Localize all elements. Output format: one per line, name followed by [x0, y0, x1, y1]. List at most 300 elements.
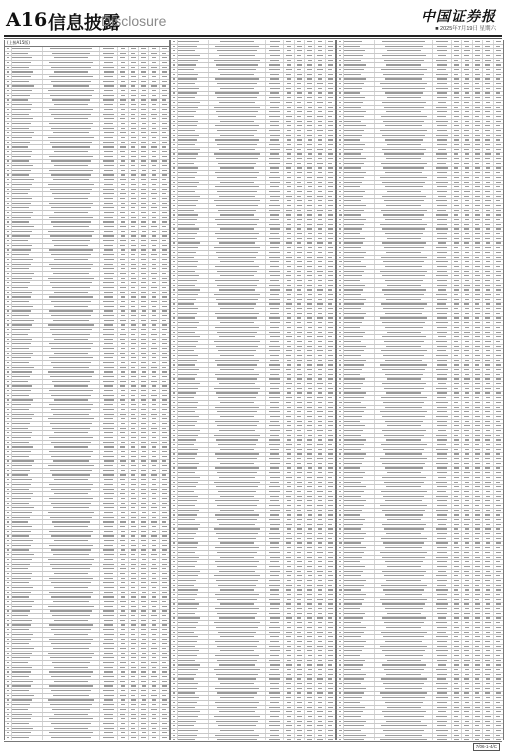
- table-cell: [178, 560, 209, 564]
- table-cell: [160, 188, 169, 192]
- table-cell: [473, 392, 483, 396]
- table-cell: [139, 417, 149, 421]
- table-cell: [171, 204, 178, 208]
- table-cell: [494, 537, 503, 541]
- table-cell: [337, 115, 344, 119]
- table-cell: [452, 232, 462, 236]
- table-cell: [12, 188, 43, 192]
- table-cell: [171, 96, 178, 100]
- table-cell: [209, 382, 266, 386]
- table-cell: [12, 277, 43, 281]
- table-cell: [462, 509, 472, 513]
- table-cell: [129, 244, 139, 248]
- table-cell: [118, 717, 128, 721]
- table-cell: [160, 591, 169, 595]
- table-cell: [178, 373, 209, 377]
- table-cell: [326, 78, 335, 82]
- table-cell: [160, 253, 169, 257]
- table-cell: [209, 724, 266, 728]
- table-cell: [375, 68, 433, 72]
- table-cell: [452, 607, 462, 611]
- table-cell: [178, 288, 209, 292]
- table-cell: [5, 628, 12, 632]
- table-cell: [284, 40, 294, 44]
- table-cell: [375, 504, 433, 508]
- table-cell: [315, 528, 325, 532]
- table-cell: [295, 556, 305, 560]
- table-cell: [149, 713, 159, 717]
- table-cell: [100, 211, 118, 215]
- table-cell: [326, 242, 335, 246]
- table-cell: [433, 438, 451, 442]
- table-cell: [473, 317, 483, 321]
- table-cell: [375, 228, 433, 232]
- table-cell: [43, 385, 100, 389]
- table-cell: [452, 354, 462, 358]
- table-cell: [452, 157, 462, 161]
- table-cell: [178, 199, 209, 203]
- table-cell: [494, 148, 503, 152]
- table-cell: [433, 312, 451, 316]
- table-cell: [452, 303, 462, 307]
- table-cell: [100, 520, 118, 524]
- table-cell: [433, 45, 451, 49]
- table-cell: [160, 685, 169, 689]
- table-cell: [433, 542, 451, 546]
- table-cell: [5, 464, 12, 468]
- table-cell: [284, 401, 294, 405]
- table-cell: [473, 326, 483, 330]
- table-cell: [337, 481, 344, 485]
- table-cell: [209, 148, 266, 152]
- table-cell: [12, 56, 43, 60]
- table-cell: [483, 270, 493, 274]
- table-cell: [171, 199, 178, 203]
- table-cell: [483, 148, 493, 152]
- table-cell: [178, 668, 209, 672]
- table-cell: [100, 136, 118, 140]
- table-cell: [337, 68, 344, 72]
- table-cell: [483, 40, 493, 44]
- table-cell: [118, 366, 128, 370]
- table-cell: [305, 237, 315, 241]
- table-cell: [483, 354, 493, 358]
- table-cell: [129, 633, 139, 637]
- table-cell: [326, 199, 335, 203]
- table-cell: [452, 92, 462, 96]
- table-cell: [433, 106, 451, 110]
- table-cell: [12, 628, 43, 632]
- table-cell: [129, 136, 139, 140]
- table-cell: [326, 68, 335, 72]
- table-cell: [375, 181, 433, 185]
- table-cell: [266, 232, 284, 236]
- table-cell: [160, 370, 169, 374]
- table-cell: [160, 642, 169, 646]
- table-cell: [315, 720, 325, 724]
- table-cell: [43, 94, 100, 98]
- table-cell: [305, 607, 315, 611]
- table-cell: [5, 328, 12, 332]
- table-cell: [100, 324, 118, 328]
- table-cell: [284, 298, 294, 302]
- table-cell: [473, 528, 483, 532]
- table-cell: [209, 181, 266, 185]
- table-cell: [473, 199, 483, 203]
- table-cell: [337, 415, 344, 419]
- table-cell: [139, 47, 149, 51]
- table-cell: [337, 228, 344, 232]
- table-cell: [284, 312, 294, 316]
- table-cell: [100, 563, 118, 567]
- table-cell: [43, 595, 100, 599]
- table-cell: [473, 274, 483, 278]
- table-cell: [12, 295, 43, 299]
- table-cell: [433, 54, 451, 58]
- table-cell: [494, 406, 503, 410]
- table-cell: [344, 237, 375, 241]
- table-cell: [337, 471, 344, 475]
- table-cell: [305, 326, 315, 330]
- table-cell: [100, 506, 118, 510]
- table-cell: [452, 476, 462, 480]
- table-cell: [344, 106, 375, 110]
- table-cell: [209, 185, 266, 189]
- table-cell: [149, 300, 159, 304]
- table-cell: [433, 251, 451, 255]
- table-cell: [284, 462, 294, 466]
- table-cell: [305, 663, 315, 667]
- table-cell: [433, 256, 451, 260]
- table-cell: [12, 174, 43, 178]
- table-cell: [12, 694, 43, 698]
- table-cell: [483, 420, 493, 424]
- table-cell: [344, 495, 375, 499]
- table-cell: [129, 94, 139, 98]
- table-cell: [160, 722, 169, 726]
- table-cell: [139, 685, 149, 689]
- table-cell: [473, 354, 483, 358]
- table-cell: [149, 694, 159, 698]
- table-cell: [473, 87, 483, 91]
- table-cell: [462, 574, 472, 578]
- table-cell: [315, 499, 325, 503]
- table-cell: [160, 689, 169, 693]
- table-cell: [494, 354, 503, 358]
- table-cell: [337, 232, 344, 236]
- table-cell: [344, 457, 375, 461]
- table-cell: [178, 706, 209, 710]
- table-cell: [315, 396, 325, 400]
- table-cell: [337, 340, 344, 344]
- table-cell: [284, 171, 294, 175]
- table-cell: [452, 209, 462, 213]
- table-cell: [209, 298, 266, 302]
- table-cell: [5, 525, 12, 529]
- table-cell: [178, 551, 209, 555]
- table-cell: [266, 129, 284, 133]
- table-cell: [118, 131, 128, 135]
- table-cell: [100, 699, 118, 703]
- table-cell: [305, 78, 315, 82]
- table-cell: [139, 577, 149, 581]
- table-cell: [12, 417, 43, 421]
- table-cell: [149, 169, 159, 173]
- table-cell: [100, 591, 118, 595]
- table-cell: [326, 645, 335, 649]
- table-cell: [160, 131, 169, 135]
- table-cell: [178, 317, 209, 321]
- table-cell: [375, 401, 433, 405]
- table-cell: [5, 52, 12, 56]
- table-cell: [375, 546, 433, 550]
- table-cell: [5, 113, 12, 117]
- table-cell: [12, 600, 43, 604]
- table-cell: [295, 720, 305, 724]
- table-cell: [149, 85, 159, 89]
- table-cell: [326, 621, 335, 625]
- table-cell: [209, 706, 266, 710]
- table-cell: [315, 476, 325, 480]
- table-cell: [494, 499, 503, 503]
- table-cell: [118, 652, 128, 656]
- table-cell: [473, 570, 483, 574]
- table-cell: [462, 288, 472, 292]
- table-cell: [344, 490, 375, 494]
- table-cell: [483, 565, 493, 569]
- table-cell: [494, 415, 503, 419]
- table-cell: [171, 363, 178, 367]
- table-cell: [494, 92, 503, 96]
- table-cell: [160, 277, 169, 281]
- table-cell: [433, 410, 451, 414]
- table-cell: [284, 382, 294, 386]
- table-cell: [462, 481, 472, 485]
- table-cell: [209, 157, 266, 161]
- table-cell: [375, 40, 433, 44]
- table-cell: [337, 237, 344, 241]
- table-cell: [149, 342, 159, 346]
- table-cell: [160, 572, 169, 576]
- table-cell: [100, 535, 118, 539]
- table-cell: [12, 539, 43, 543]
- table-cell: [171, 434, 178, 438]
- table-cell: [315, 340, 325, 344]
- table-cell: [209, 467, 266, 471]
- table-cell: [266, 110, 284, 114]
- table-cell: [344, 59, 375, 63]
- table-cell: [129, 427, 139, 431]
- table-cell: [209, 509, 266, 513]
- table-cell: [12, 595, 43, 599]
- table-cell: [149, 703, 159, 707]
- table-cell: [433, 110, 451, 114]
- table-cell: [149, 178, 159, 182]
- table-cell: [5, 460, 12, 464]
- table-cell: [305, 199, 315, 203]
- table-cell: [5, 413, 12, 417]
- table-cell: [43, 661, 100, 665]
- table-cell: [433, 523, 451, 527]
- table-cell: [209, 171, 266, 175]
- table-cell: [178, 378, 209, 382]
- table-cell: [326, 63, 335, 67]
- table-cell: [139, 399, 149, 403]
- table-cell: [266, 73, 284, 77]
- table-cell: [5, 108, 12, 112]
- table-cell: [209, 288, 266, 292]
- table-cell: [178, 176, 209, 180]
- table-cell: [129, 727, 139, 731]
- table-cell: [266, 579, 284, 583]
- table-cell: [139, 122, 149, 126]
- table-cell: [344, 434, 375, 438]
- table-cell: [315, 213, 325, 217]
- table-cell: [433, 401, 451, 405]
- table-cell: [473, 115, 483, 119]
- table-cell: [337, 143, 344, 147]
- table-cell: [483, 312, 493, 316]
- table-cell: [129, 211, 139, 215]
- table-cell: [209, 434, 266, 438]
- table-cell: [118, 324, 128, 328]
- table-cell: [129, 699, 139, 703]
- table-cell: [209, 345, 266, 349]
- table-cell: [160, 375, 169, 379]
- table-cell: [100, 352, 118, 356]
- table-cell: [209, 396, 266, 400]
- table-cell: [483, 45, 493, 49]
- table-cell: [344, 598, 375, 602]
- table-cell: [5, 178, 12, 182]
- table-cell: [295, 228, 305, 232]
- table-cell: [344, 429, 375, 433]
- table-cell: [315, 462, 325, 466]
- table-cell: [473, 349, 483, 353]
- table-cell: [315, 228, 325, 232]
- table-cell: [473, 256, 483, 260]
- table-cell: [494, 438, 503, 442]
- table-cell: [118, 656, 128, 660]
- table-cell: [178, 49, 209, 53]
- table-cell: [5, 75, 12, 79]
- table-cell: [305, 171, 315, 175]
- table-cell: [100, 85, 118, 89]
- table-cell: [178, 476, 209, 480]
- table-cell: [344, 354, 375, 358]
- table-cell: [337, 73, 344, 77]
- table-cell: [209, 134, 266, 138]
- table-cell: [473, 134, 483, 138]
- table-cell: [337, 499, 344, 503]
- table-cell: [160, 549, 169, 553]
- table-cell: [295, 401, 305, 405]
- table-cell: [129, 399, 139, 403]
- table-cell: [326, 603, 335, 607]
- table-cell: [326, 682, 335, 686]
- table-cell: [433, 124, 451, 128]
- table-cell: [473, 279, 483, 283]
- table-cell: [266, 106, 284, 110]
- table-cell: [178, 251, 209, 255]
- table-cell: [171, 373, 178, 377]
- table-cell: [315, 387, 325, 391]
- table-cell: [160, 478, 169, 482]
- table-cell: [337, 63, 344, 67]
- table-cell: [5, 431, 12, 435]
- table-cell: [452, 523, 462, 527]
- table-cell: [100, 366, 118, 370]
- table-cell: [129, 544, 139, 548]
- table-cell: [494, 228, 503, 232]
- table-cell: [375, 162, 433, 166]
- table-cell: [100, 492, 118, 496]
- table-cell: [494, 424, 503, 428]
- table-cell: [452, 335, 462, 339]
- table-cell: [473, 101, 483, 105]
- table-cell: [483, 326, 493, 330]
- table-cell: [483, 242, 493, 246]
- table-cell: [160, 342, 169, 346]
- table-cell: [129, 624, 139, 628]
- table-cell: [344, 612, 375, 616]
- table-cell: [284, 551, 294, 555]
- table-cell: [160, 160, 169, 164]
- table-cell: [494, 134, 503, 138]
- table-cell: [149, 216, 159, 220]
- table-cell: [5, 633, 12, 637]
- table-cell: [305, 148, 315, 152]
- table-cell: [305, 335, 315, 339]
- table-cell: [139, 600, 149, 604]
- table-cell: [375, 481, 433, 485]
- table-cell: [462, 424, 472, 428]
- table-cell: [209, 256, 266, 260]
- table-cell: [160, 539, 169, 543]
- table-cell: [284, 565, 294, 569]
- table-cell: [305, 157, 315, 161]
- table-cell: [171, 396, 178, 400]
- table-cell: [305, 317, 315, 321]
- table-cell: [266, 678, 284, 682]
- table-cell: [305, 331, 315, 335]
- table-cell: [178, 438, 209, 442]
- table-cell: [139, 249, 149, 253]
- table-cell: [284, 706, 294, 710]
- table-cell: [266, 363, 284, 367]
- table-cell: [139, 389, 149, 393]
- table-cell: [178, 621, 209, 625]
- table-cell: [315, 588, 325, 592]
- table-cell: [375, 438, 433, 442]
- table-cell: [209, 213, 266, 217]
- table-cell: [118, 136, 128, 140]
- table-cell: [118, 85, 128, 89]
- table-cell: [178, 453, 209, 457]
- table-cell: [344, 176, 375, 180]
- table-cell: [375, 518, 433, 522]
- table-cell: [433, 612, 451, 616]
- table-cell: [284, 668, 294, 672]
- table-cell: [462, 148, 472, 152]
- table-cell: [43, 422, 100, 426]
- table-cell: [266, 204, 284, 208]
- table-cell: [118, 225, 128, 229]
- table-cell: [43, 511, 100, 515]
- table-cell: [171, 45, 178, 49]
- table-cell: [344, 120, 375, 124]
- table-cell: [284, 631, 294, 635]
